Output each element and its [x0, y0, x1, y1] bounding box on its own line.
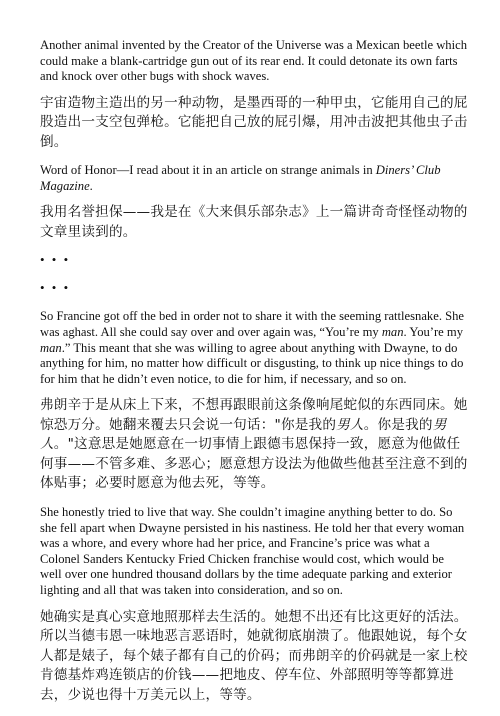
paragraph-text: . [89, 178, 93, 193]
paragraph-beetle-zh: 宇宙造物主造出的另一种动物，是墨西哥的一种甲虫，它能用自己的屁股造出一支空包弹枪。它能把自己放的屁引爆，用冲击波把其他虫子击倒。 [40, 94, 468, 150]
paragraph-text: 。"这意思是她愿意在一切事情上跟德韦恩保持一致，愿意为他做任何事——不管多难、多恶心；愿意想方设法为他做些他甚至注意不到的体贴事；必要时愿意为他去死，等等。 [40, 436, 468, 492]
paragraph-text: 。你是我的 [363, 416, 433, 433]
paragraph-text: So Francine got off the bed in order not to share it with the seeming rattlesnake. She was aghast. All she could say over and over again was, “You’re my [40, 309, 465, 340]
section-break: • • • [40, 280, 71, 296]
paragraph-francine-en [40, 309, 468, 387]
magazine-title: Diners’ Club Magazine [40, 163, 441, 193]
paragraph-word-of-honor-en [40, 163, 468, 194]
paragraph-text: . You’re my [403, 325, 464, 340]
paragraph-text: .” This meant that she was willing to agree about anything with Dwayne, to do anything for him, no matter how difficult or disgusting, to think up nice things to do for him that he didn’t even notice, to die for him, if necessary, and so on. [40, 340, 464, 386]
section-break: • • • [40, 252, 71, 268]
document-page [40, 38, 468, 716]
emphasis: 男人 [40, 416, 447, 453]
emphasis: 男人 [336, 416, 364, 433]
paragraph-text: 弗朗辛于是从床上下来，不想再跟眼前这条像响尾蛇似的东西同床。她惊恐万分。她翻来覆去只会说一句话："你是我的 [40, 397, 468, 433]
paragraph-text: Word of Honor—I read about it in an article on strange animals in [40, 163, 376, 178]
paragraph-francine-zh [40, 396, 468, 494]
paragraph-word-of-honor-zh: 我用名誉担保——我是在《大来俱乐部杂志》上一篇讲奇奇怪怪动物的文章里读到的。 [40, 204, 468, 240]
paragraph-beetle-en: Another animal invented by the Creator of the Universe was a Mexican beetle which could make a blank-cartridge gun out of its rear end. It could detonate its own farts and knock over other bugs with shock waves. [40, 38, 467, 84]
paragraph-honestly-zh: 她确实是真心实意地照那样去生活的。她想不出还有比这更好的活法。所以当德韦恩一味地恶言恶语时，她就彻底崩溃了。他跟她说，每个女人都是婊子，每个婊子都有自己的价码；而弗朗辛的价码就是一家上校肯德基炸鸡连锁店的价钱——把地皮、停车位、外部照明等等都算进去，少说也得十万美元以上，等等。 [40, 608, 468, 703]
paragraph-honestly-en: She honestly tried to live that way. She couldn’t imagine anything better to do. So she fell apart when Dwayne persisted in his nastiness. He told her that every woman was a whore, and every whore had her price, and Francine’s price was what a Colonel Sanders Kentucky Fried Chicken franchise would cost, which would be well over one hundred thousand dollars by the time adequate parking and exterior lighting and all that was taken into consideration, and so on. [40, 504, 465, 597]
emphasis: man [381, 325, 404, 340]
emphasis: man [40, 340, 62, 355]
